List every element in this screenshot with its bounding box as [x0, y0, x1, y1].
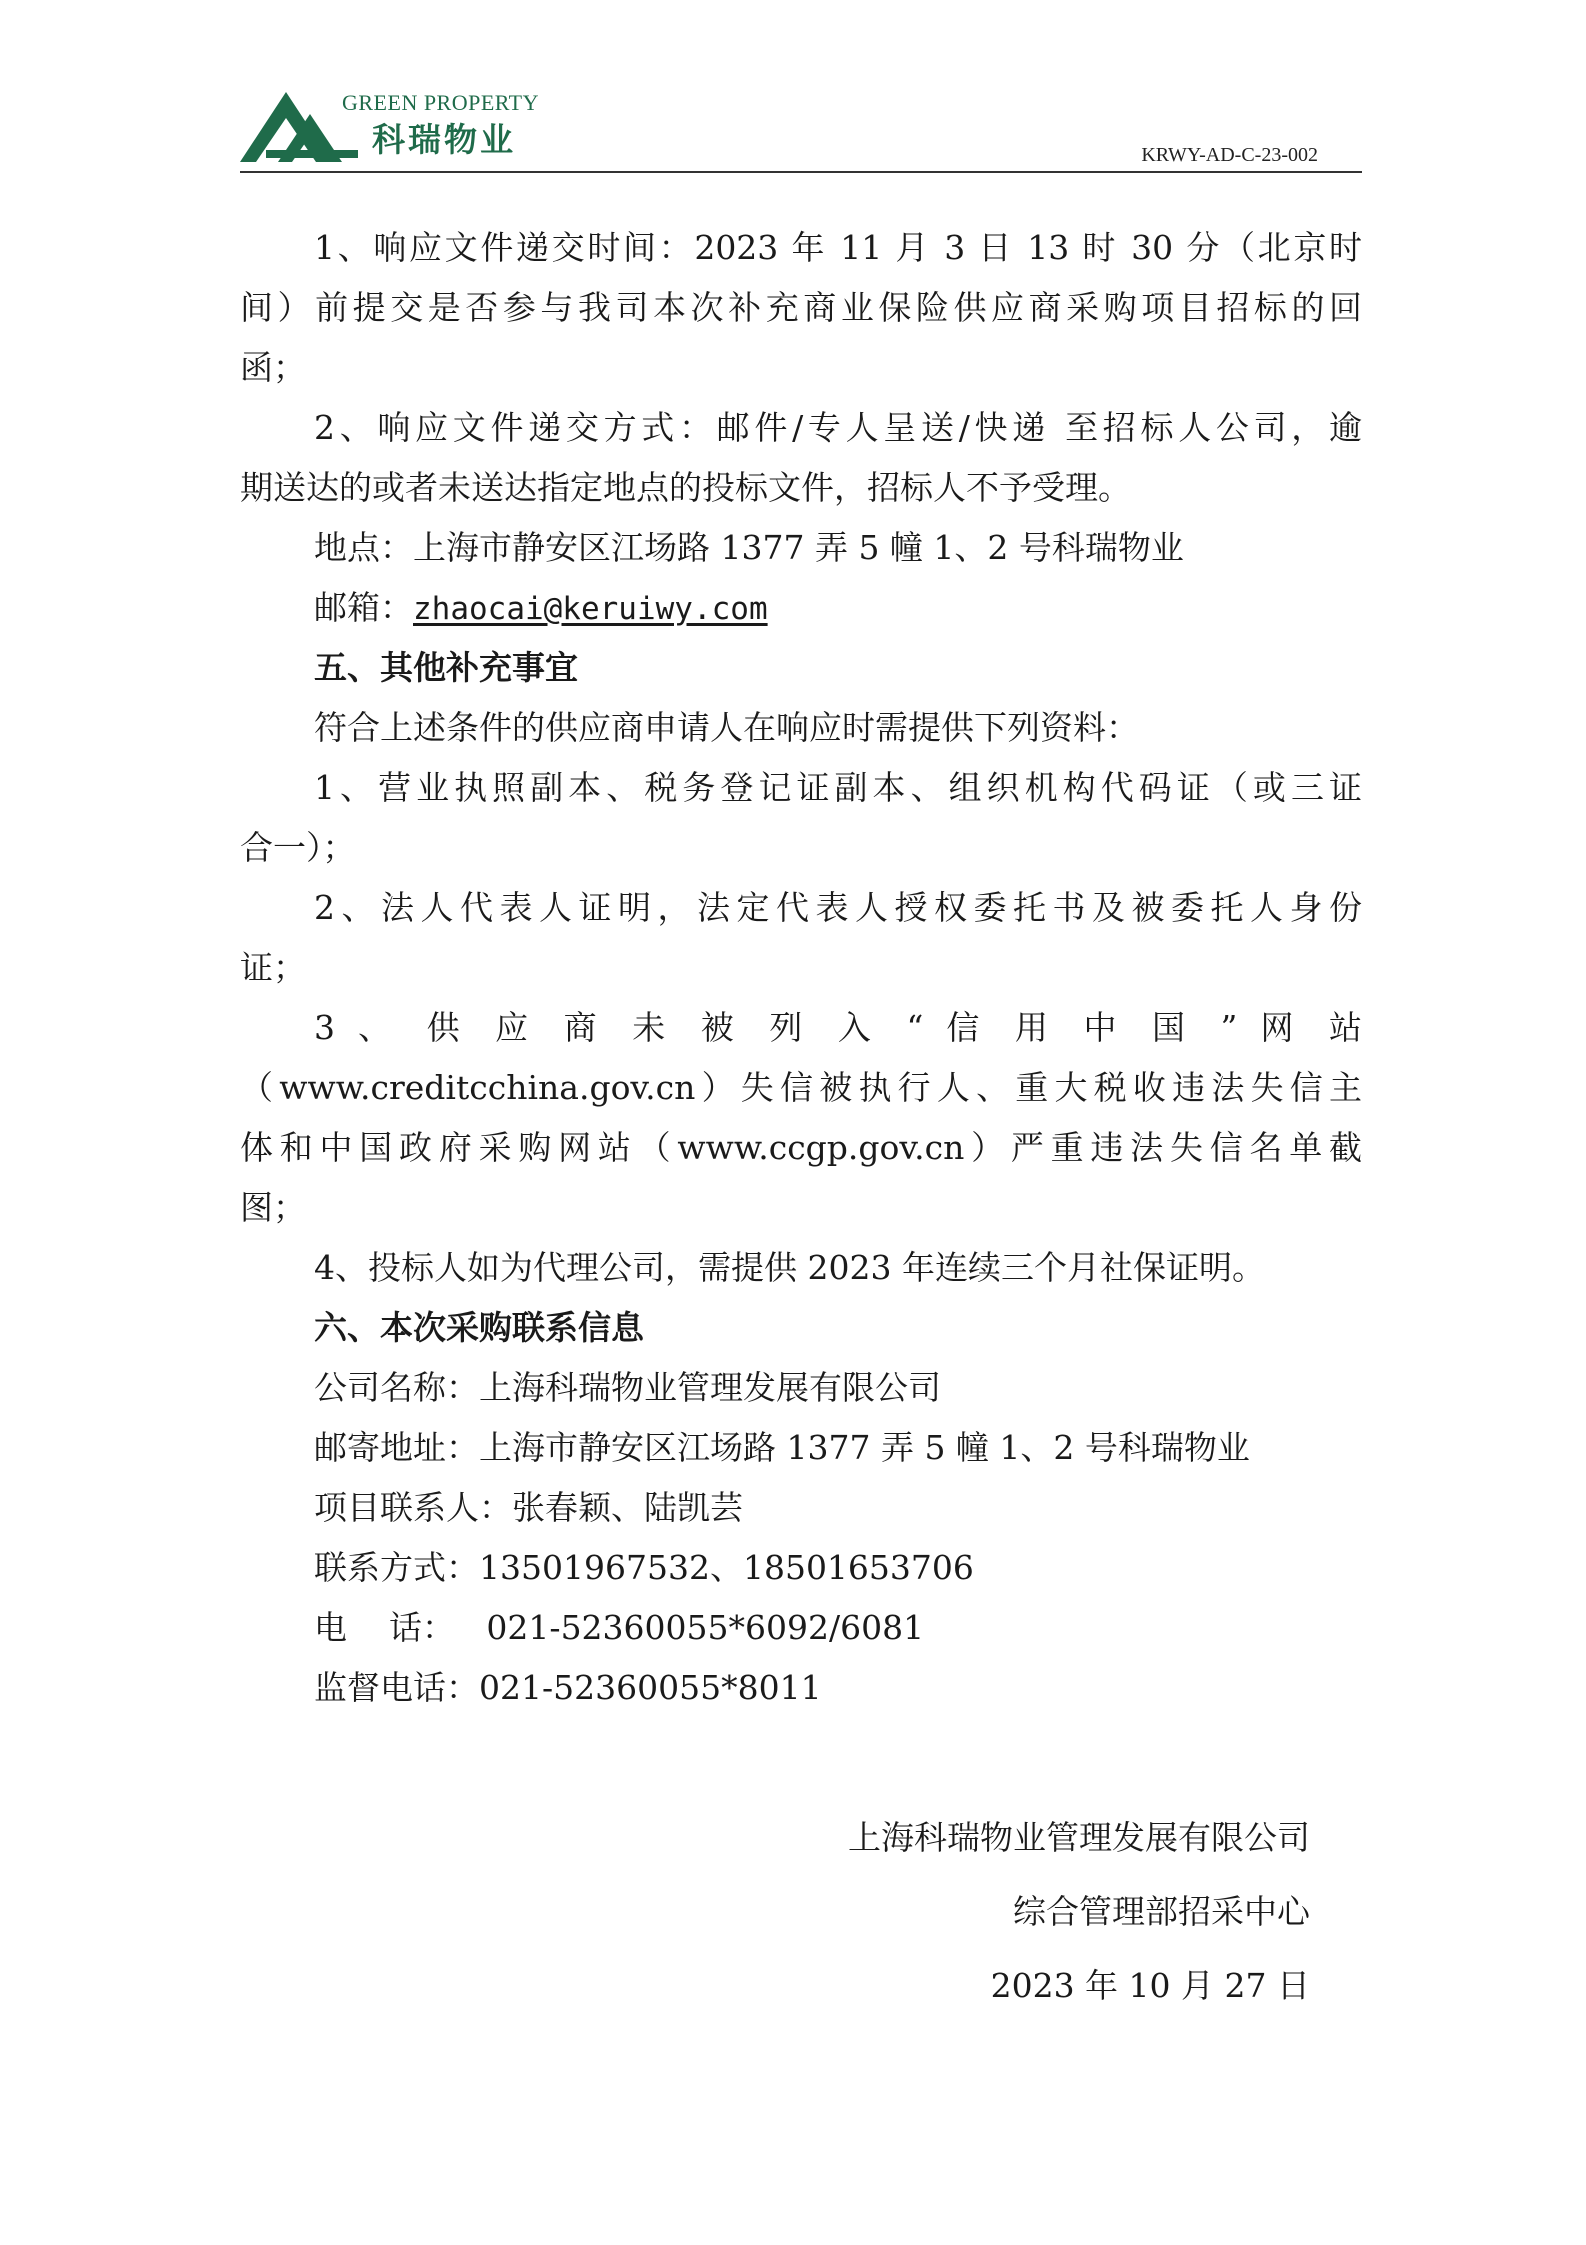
contact-phones-line: 联系方式：13501967532、18501653706	[314, 1548, 974, 1587]
signature-date: 2023 年 10 月 27 日	[990, 1966, 1310, 2005]
email-line	[240, 578, 1362, 638]
req3-line4: 图；	[240, 1188, 306, 1227]
req2-line2: 证；	[240, 948, 306, 987]
req1-line2: 合一）；	[240, 828, 356, 867]
req3-line3: 体和中国政府采购网站（www.ccgp.gov.cn）严重违法失信名单截	[240, 1128, 1362, 1167]
req2-line1: 2、法人代表人证明，法定代表人授权委托书及被委托人身份	[314, 888, 1362, 927]
logo-english-text: GREEN PROPERTY	[342, 90, 539, 115]
section5-heading: 五、其他补充事宜	[314, 648, 578, 687]
item1-line3: 函；	[240, 348, 306, 387]
signature-department: 综合管理部招采中心	[1013, 1892, 1310, 1931]
telephone-line: 电 话： 021-52360055*6092/6081	[314, 1608, 925, 1647]
item1-line1: 1、响应文件递交时间：2023 年 11 月 3 日 13 时 30 分（北京时	[314, 228, 1362, 267]
item2-line1: 2、响应文件递交方式：邮件/专人呈送/快递 至招标人公司，逾	[314, 408, 1362, 447]
email-label: 邮箱：	[314, 588, 413, 627]
signature-company: 上海科瑞物业管理发展有限公司	[848, 1818, 1310, 1857]
mail-address-line: 邮寄地址：上海市静安区江场路 1377 弄 5 幢 1、2 号科瑞物业	[314, 1428, 1250, 1467]
supervision-phone-line: 监督电话：021-52360055*8011	[314, 1668, 822, 1707]
company-name-line: 公司名称：上海科瑞物业管理发展有限公司	[314, 1368, 941, 1407]
req4-line: 4、投标人如为代理公司，需提供 2023 年连续三个月社保证明。	[314, 1248, 1265, 1287]
item1-line2: 间）前提交是否参与我司本次补充商业保险供应商采购项目招标的回	[240, 288, 1362, 327]
section5-intro: 符合上述条件的供应商申请人在响应时需提供下列资料：	[314, 708, 1139, 747]
req3-line1: 3 、 供 应 商 未 被 列 入 “ 信 用 中 国 ” 网 站	[314, 1008, 1362, 1047]
item2-line2: 期送达的或者未送达指定地点的投标文件，招标人不予受理。	[240, 468, 1131, 507]
email-link[interactable]: zhaocai@keruiwy.com	[413, 591, 768, 627]
section6-heading: 六、本次采购联系信息	[314, 1308, 644, 1347]
document-code: KRWY-AD-C-23-002	[1141, 144, 1318, 166]
contact-persons-line: 项目联系人：张春颖、陆凯芸	[314, 1488, 743, 1527]
logo-chinese-text: 科瑞物业	[372, 120, 516, 159]
address-line: 地点：上海市静安区江场路 1377 弄 5 幢 1、2 号科瑞物业	[314, 528, 1184, 567]
header-divider	[240, 171, 1362, 173]
req3-line2: （www.creditcchina.gov.cn）失信被执行人、重大税收违法失信主	[240, 1068, 1362, 1107]
req1-line1: 1、营业执照副本、税务登记证副本、组织机构代码证（或三证	[314, 768, 1362, 807]
